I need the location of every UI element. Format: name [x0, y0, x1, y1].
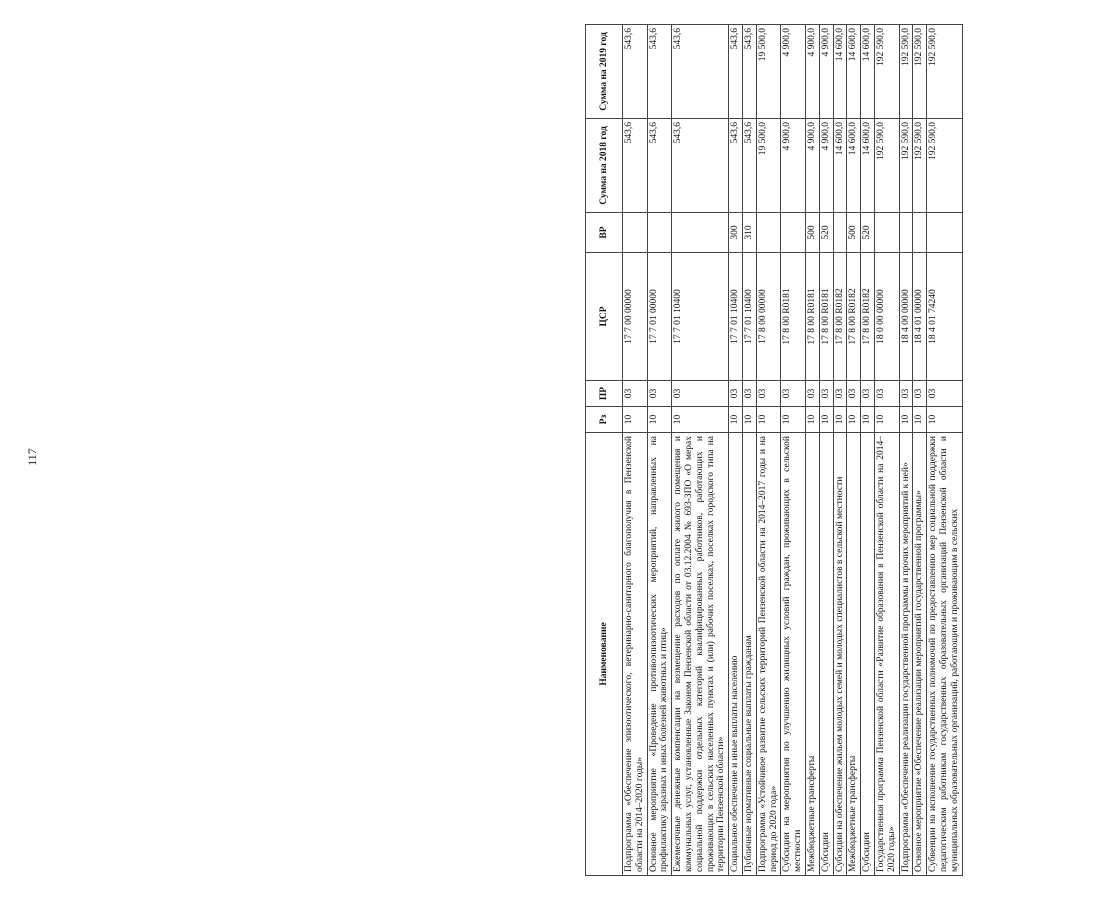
table-row: [847, 25, 861, 876]
row-pr: 03: [756, 381, 781, 407]
row-pr: 03: [861, 381, 875, 407]
row-sum-2019: 14 600,0: [833, 25, 847, 119]
row-name: Основное мероприятие «Обеспечение реализации мероприятий государственной программы»: [913, 433, 927, 876]
page-number: 117: [25, 448, 39, 466]
table-row: [874, 25, 899, 876]
row-csr: 18 4 01 74240: [927, 253, 962, 381]
row-sum-2018: 14 600,0: [833, 119, 847, 213]
row-sum-2019: 192 590,0: [874, 25, 899, 119]
row-csr: 17 7 01 00000: [647, 253, 672, 381]
row-pr: 03: [927, 381, 962, 407]
table-row: [729, 25, 743, 876]
row-rz: 10: [899, 407, 913, 433]
row-sum-2018: 543,6: [742, 119, 756, 213]
header-name: Наименование: [586, 433, 623, 876]
row-sum-2018: 543,6: [729, 119, 743, 213]
row-vr: [833, 213, 847, 253]
row-rz: 10: [672, 407, 729, 433]
row-csr: 17 7 01 10400: [729, 253, 743, 381]
row-name: Подпрограмма «Устойчивое развитие сельских территорий Пензенской области на 2014–2017 годы и на период до 2020 года»: [756, 433, 781, 876]
row-sum-2019: 543,6: [623, 25, 648, 119]
row-sum-2018: 19 500,0: [756, 119, 781, 213]
table-row: [623, 25, 648, 876]
row-sum-2019: 4 900,0: [819, 25, 833, 119]
header-pr: ПР: [586, 381, 623, 407]
row-name: Публичные нормативные социальные выплаты гражданам: [742, 433, 756, 876]
row-name: Субсидии: [819, 433, 833, 876]
row-rz: 10: [756, 407, 781, 433]
row-sum-2018: 192 590,0: [927, 119, 962, 213]
row-rz: 10: [729, 407, 743, 433]
table-row: [647, 25, 672, 876]
row-pr: 03: [623, 381, 648, 407]
row-vr: [899, 213, 913, 253]
row-vr: 500: [805, 213, 819, 253]
row-pr: 03: [742, 381, 756, 407]
row-sum-2019: 4 900,0: [805, 25, 819, 119]
row-rz: 10: [833, 407, 847, 433]
row-name: Межбюджетные трансферты: [847, 433, 861, 876]
row-rz: 10: [805, 407, 819, 433]
row-rz: 10: [874, 407, 899, 433]
row-sum-2019: 192 590,0: [927, 25, 962, 119]
row-csr: 17 7 01 10400: [672, 253, 729, 381]
row-vr: 520: [861, 213, 875, 253]
row-rz: 10: [861, 407, 875, 433]
row-vr: [647, 213, 672, 253]
row-name: Социальное обеспечение и иные выплаты населению: [729, 433, 743, 876]
row-csr: 17 7 01 10400: [742, 253, 756, 381]
row-csr: 17 7 00 00000: [623, 253, 648, 381]
row-sum-2018: 543,6: [647, 119, 672, 213]
row-rz: 10: [742, 407, 756, 433]
row-csr: 17 8 00 R0182: [861, 253, 875, 381]
row-sum-2018: 192 590,0: [874, 119, 899, 213]
row-vr: 500: [847, 213, 861, 253]
rotated-table-container: [585, 25, 1115, 876]
row-name: Ежемесячные денежные компенсации на возмещение расходов по оплате жилого помещения и коммунальных услуг, установленные Законом Пензенской области от 03.12.2004 № 693-ЗПО «О мерах социальной поддержки отдельных категорий квалифицированных работников, работающих и проживающих в сельских населенных пунктах и (или) рабочих поселках, поселках городского типа на территории Пензенской области»: [672, 433, 729, 876]
row-vr: [781, 213, 806, 253]
row-name: Основное мероприятие «Проведение противоэпизоотических мероприятий, направленных на профилактику заразных и иных болезней животных и птиц»: [647, 433, 672, 876]
row-rz: 10: [927, 407, 962, 433]
row-csr: 18 0 00 00000: [874, 253, 899, 381]
table-header-row: [586, 25, 623, 876]
row-rz: 10: [647, 407, 672, 433]
row-sum-2019: 543,6: [742, 25, 756, 119]
row-rz: 10: [819, 407, 833, 433]
row-sum-2019: 543,6: [729, 25, 743, 119]
row-pr: 03: [672, 381, 729, 407]
row-sum-2018: 543,6: [672, 119, 729, 213]
row-name: Подпрограмма «Обеспечение реализации государственной программы и прочих мероприятий к ней»: [899, 433, 913, 876]
header-csr: ЦСР: [586, 253, 623, 381]
table-row: [819, 25, 833, 876]
table-row: [899, 25, 913, 876]
row-pr: 03: [847, 381, 861, 407]
row-vr: 520: [819, 213, 833, 253]
row-sum-2018: 14 600,0: [861, 119, 875, 213]
row-name: Межбюджетные трансферты: [805, 433, 819, 876]
row-name: Субсидии на мероприятия по улучшению жилищных условий граждан, проживающих в сельской местности: [781, 433, 806, 876]
row-csr: 18 4 00 00000: [899, 253, 913, 381]
row-vr: [874, 213, 899, 253]
row-sum-2019: 4 900,0: [781, 25, 806, 119]
row-sum-2018: 4 900,0: [781, 119, 806, 213]
header-sum-2019: Сумма на 2019 год: [586, 25, 623, 119]
row-sum-2018: 192 590,0: [913, 119, 927, 213]
row-name: Государственная программа Пензенской области «Развитие образования в Пензенской области на 2014–2020 годы»: [874, 433, 899, 876]
row-rz: 10: [623, 407, 648, 433]
row-sum-2018: 543,6: [623, 119, 648, 213]
row-csr: 17 8 00 R0181: [819, 253, 833, 381]
row-csr: 18 4 01 00000: [913, 253, 927, 381]
row-sum-2019: 19 500,0: [756, 25, 781, 119]
row-vr: [623, 213, 648, 253]
table-row: [833, 25, 847, 876]
header-rz: Рз: [586, 407, 623, 433]
header-vr: ВР: [586, 213, 623, 253]
table-row: [781, 25, 806, 876]
row-csr: 17 8 00 R0182: [847, 253, 861, 381]
row-vr: 300: [729, 213, 743, 253]
row-sum-2018: 4 900,0: [819, 119, 833, 213]
row-pr: 03: [833, 381, 847, 407]
row-rz: 10: [781, 407, 806, 433]
row-sum-2018: 4 900,0: [805, 119, 819, 213]
table-row: [742, 25, 756, 876]
row-sum-2019: 543,6: [647, 25, 672, 119]
budget-table: [585, 24, 963, 876]
row-vr: [672, 213, 729, 253]
row-csr: 17 8 00 R0182: [833, 253, 847, 381]
row-name: Субсидии: [861, 433, 875, 876]
row-vr: 310: [742, 213, 756, 253]
row-sum-2019: 14 600,0: [861, 25, 875, 119]
row-pr: 03: [805, 381, 819, 407]
row-csr: 17 8 00 00000: [756, 253, 781, 381]
row-rz: 10: [847, 407, 861, 433]
row-sum-2019: 14 600,0: [847, 25, 861, 119]
table-row: [927, 25, 962, 876]
table-row: [913, 25, 927, 876]
table-row: [861, 25, 875, 876]
row-sum-2018: 192 590,0: [899, 119, 913, 213]
row-csr: 17 8 00 R0181: [781, 253, 806, 381]
row-vr: [927, 213, 962, 253]
row-csr: 17 8 00 R0181: [805, 253, 819, 381]
row-pr: 03: [874, 381, 899, 407]
row-name: Подпрограмма «Обеспечение эпизоотического, ветеринарно-санитарного благополучия в Пензенской области на 2014–2020 годы»: [623, 433, 648, 876]
row-vr: [913, 213, 927, 253]
header-sum-2018: Сумма на 2018 год: [586, 119, 623, 213]
row-pr: 03: [819, 381, 833, 407]
row-sum-2019: 543,6: [672, 25, 729, 119]
row-pr: 03: [729, 381, 743, 407]
row-name: Субсидии на обеспечение жильем молодых семей и молодых специалистов в сельской местности: [833, 433, 847, 876]
table-row: [672, 25, 729, 876]
row-pr: 03: [647, 381, 672, 407]
row-rz: 10: [913, 407, 927, 433]
row-sum-2019: 192 590,0: [899, 25, 913, 119]
row-vr: [756, 213, 781, 253]
row-name: Субвенции на исполнение государственных полномочий по предоставлению мер социальной поддержки педагогическим работникам государственных образовательных организаций Пензенской области и муниципальных образовательных организаций, работающим и проживающим в сельских: [927, 433, 962, 876]
row-sum-2018: 14 600,0: [847, 119, 861, 213]
row-sum-2019: 192 590,0: [913, 25, 927, 119]
row-pr: 03: [913, 381, 927, 407]
row-pr: 03: [781, 381, 806, 407]
table-row: [805, 25, 819, 876]
table-row: [756, 25, 781, 876]
row-pr: 03: [899, 381, 913, 407]
